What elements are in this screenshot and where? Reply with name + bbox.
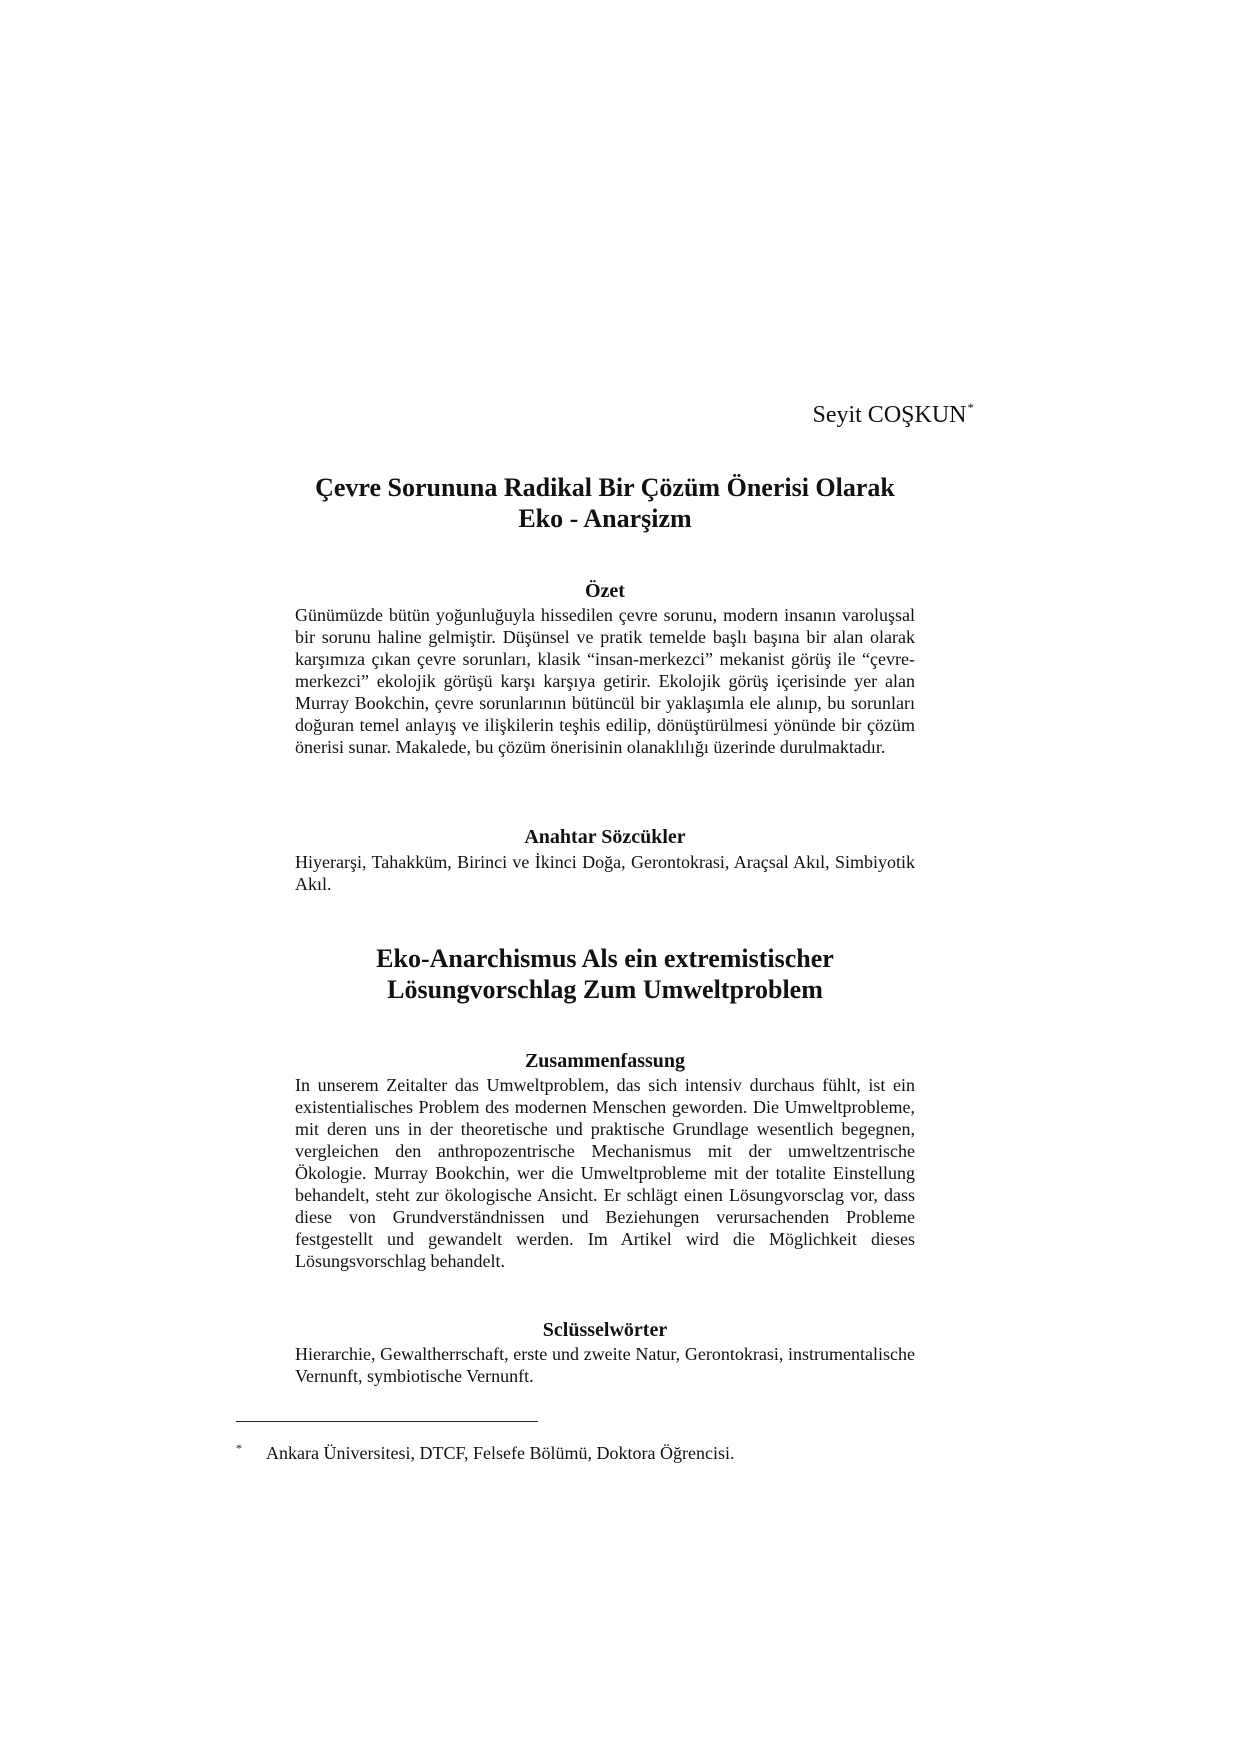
turkish-title-line-2: Eko - Anarşizm bbox=[518, 504, 692, 533]
footnote-text: Ankara Üniversitesi, DTCF, Felsefe Bölümü, Doktora Öğrencisi. bbox=[266, 1443, 735, 1463]
turkish-keywords-text: Hiyerarşi, Tahakküm, Birinci ve İkinci Doğa, Gerontokrasi, Araçsal Akıl, Simbiyotik Akıl. bbox=[295, 852, 915, 894]
german-title-line-1: Eko-Anarchismus Als ein extremistischer bbox=[376, 944, 834, 973]
german-keywords-text: Hierarchie, Gewaltherrschaft, erste und zweite Natur, Gerontokrasi, instrumentalische Vernunft, symbiotische Vernunft. bbox=[295, 1344, 915, 1386]
german-abstract-text: In unserem Zeitalter das Umweltproblem, das sich intensiv durchaus fühlt, ist ein existentialisches Problem des modernen Menschen geworden. Die Umweltprobleme, mit deren uns in der theoretische und praktische Grundlage wesentlich begegnen, vergleichen den anthropozentrische Mechanismus mit der umweltzentrische Ökologie. Murray Bookchin, wer die Umweltprobleme mit der totalite Einstellung behandelt, steht zur ökologische Ansicht. Er schlägt einen Lösungvorsclag vor, dass diese von Grundverständnissen und Beziehungen verursachenden Probleme festgestellt und gewandelt werden. Im Artikel wird die Möglichkeit dieses Lösungsvorschlag behandelt. bbox=[295, 1075, 915, 1271]
turkish-abstract-heading: Özet bbox=[585, 580, 625, 602]
turkish-keywords-heading: Anahtar Sözcükler bbox=[524, 826, 686, 848]
german-title bbox=[250, 943, 960, 1005]
german-title-line-2: Lösungvorschlag Zum Umweltproblem bbox=[387, 975, 823, 1004]
turkish-title-line-1: Çevre Sorununa Radikal Bir Çözüm Önerisi Olarak bbox=[315, 473, 895, 502]
footnote-mark: * bbox=[236, 1441, 242, 1455]
author-name-text: Seyit COŞKUN bbox=[812, 402, 967, 428]
german-abstract-heading: Zusammenfassung bbox=[524, 1050, 686, 1072]
footnote bbox=[236, 1437, 936, 1464]
turkish-title bbox=[250, 472, 960, 534]
german-keywords-heading: Sclüsselwörter bbox=[542, 1319, 668, 1341]
footnote-divider bbox=[236, 1421, 538, 1422]
author-name bbox=[812, 394, 974, 429]
turkish-abstract-text: Günümüzde bütün yoğunluğuyla hissedilen çevre sorunu, modern insanın varoluşsal bir sorunu haline gelmiştir. Düşünsel ve pratik temelde başlı başına bir alan olarak karşımıza çıkan çevre sorunları, klasik “insan-merkezci” mekanist görüş ile “çevre-merkezci” ekolojik görüşü karşı karşıya getirir. Ekolojik görüş içerisinde yer alan Murray Bookchin, çevre sorunlarının bütüncül bir yaklaşımla ele alınıp, bu sorunları doğuran temel anlayış ve ilişkilerin teşhis edilip, dönüştürülmesi yönünde bir çözüm önerisi sunar. Makalede, bu çözüm önerisinin olanaklılığı üzerinde durulmaktadır. bbox=[295, 605, 915, 757]
author-footnote-mark: * bbox=[967, 400, 974, 415]
